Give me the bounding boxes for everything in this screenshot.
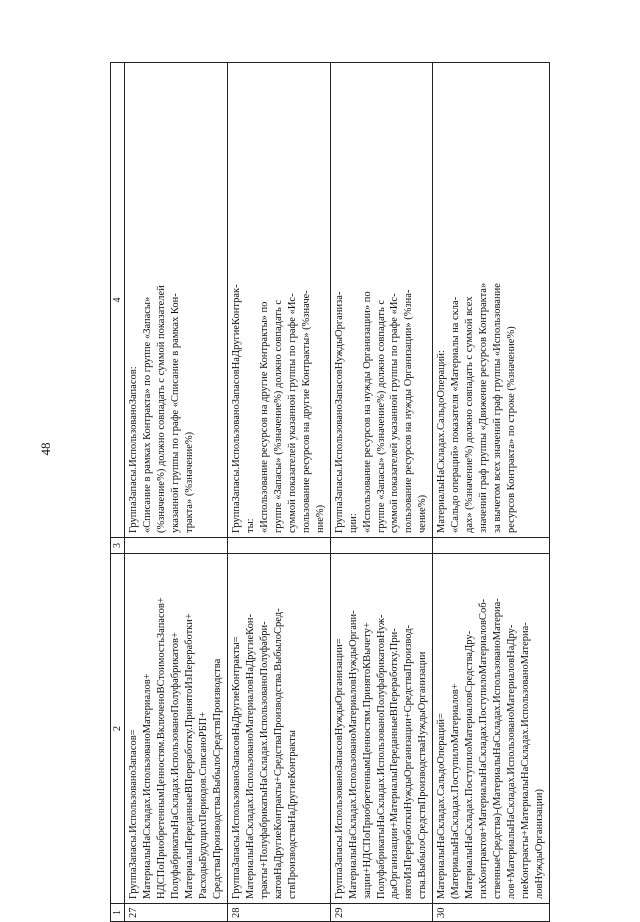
row-number: 30 <box>433 904 550 922</box>
formula-line: ственныеСредства)-(МатериалыНаСкладах.ИспользованоМатериа- <box>492 598 504 899</box>
formula-line: МатериалыНаСкладах.СальдоОпераций= <box>436 713 448 899</box>
formula-cell <box>125 554 228 904</box>
formula-line: (МатериалыНаСкладах.ПоступилоМатериалов+ <box>450 683 462 899</box>
formula-line: ства.ВыбылоСредствПроизводстваНуждыОрганизации <box>417 651 429 899</box>
check-line: ресурсов Контракта» по строке (%значение%) <box>506 326 518 533</box>
check-line: ГруппаЗапасы.ИспользованоЗапасов: <box>128 366 140 533</box>
check-line: «Использование ресурсов на другие Контракты» по <box>258 301 270 533</box>
check-line: суммой показателей указанной группы по графе «Ис- <box>286 293 298 533</box>
formula-line: МатериалыНаСкладах.ПоступилоМатериаловСредстваДру- <box>464 630 476 899</box>
check-line: (%значение%) должно совпадать с суммой показателей <box>156 285 168 533</box>
column-header-3: 3 <box>111 538 125 554</box>
table-row <box>433 63 550 922</box>
formula-line: тракты+ПолуфабрикатыНаСкладах.ИспользованоПолуфабри- <box>258 621 270 899</box>
check-line: ции: <box>347 513 359 533</box>
check-line: группе «Запасы» (%значение%) должно совпадать с <box>375 299 387 533</box>
check-line: «Использование ресурсов на нужды Организации» по <box>361 291 373 533</box>
check-line: тракта» (%значение%) <box>184 431 196 533</box>
check-line: значений граф группы «Движение ресурсов Контракта» <box>478 282 490 533</box>
formula-line: ПолуфабрикатыНаСкладах.ИспользованоПолуфабрикатов+ <box>170 632 182 899</box>
table-row <box>125 63 228 922</box>
table-body <box>125 63 550 922</box>
formula-line: МатериалыНаСкладах.ИспользованоМатериаловНуждыОргани- <box>347 610 359 899</box>
check-line: ГруппаЗапасы.ИспользованоЗапасовНаДругиеКонтрак- <box>230 284 242 533</box>
check-line: чение%) <box>417 494 429 533</box>
formula-line: ловНуждыОрганизации) <box>533 789 545 899</box>
formula-line: дыОрганизации+МатериалыПереданныеВПереработку.При- <box>389 628 401 899</box>
check-line: суммой показателей указанной группы по графе «Ис- <box>389 293 401 533</box>
formula-line: НДСПоПриобретеннымЦенностям.ВключеноВСтоимостьЗапасов+ <box>156 597 168 899</box>
rotated-page-content <box>110 62 545 922</box>
formulas-table <box>110 62 550 922</box>
empty-cell <box>330 538 433 554</box>
formula-line: ГруппаЗапасы.ИспользованоЗапасовНуждыОрганизации= <box>333 638 345 899</box>
formula-line: ГруппаЗапасы.ИспользованоЗапасовНаДругиеКонтракты= <box>230 636 242 899</box>
column-header-4: 4 <box>111 63 125 538</box>
formula-line: МатериалыПереданныеВПереработку.ПринятоИзПереработки+ <box>184 613 196 899</box>
formula-cell <box>330 554 433 904</box>
column-header-1: 1 <box>111 904 125 922</box>
check-text-cell <box>330 63 433 538</box>
check-text-cell <box>125 63 228 538</box>
formula-line: МатериалыНаСкладах.ИспользованоМатериаловНаДругиеКон- <box>244 614 256 899</box>
check-line: МатериалыНаСкладах.СальдоОпераций: <box>436 350 448 533</box>
table-header-row <box>111 63 125 922</box>
formula-line: СредстваПроизводства.ВыбылоСредствПроизводства <box>212 658 224 899</box>
table-row <box>227 63 330 922</box>
row-number: 28 <box>227 904 330 922</box>
formula-line: гихКонтрактов+МатериалыНаСкладах.ПоступилоМатериаловСоб- <box>478 598 490 899</box>
page-number: 48 <box>38 442 53 456</box>
formula-line: ствПроизводстваНаДругиеКонтракты <box>286 730 298 899</box>
formula-line: зации+НДСПоПриобретеннымЦенностям.ПринятоКВычету+ <box>361 622 373 899</box>
check-text-cell <box>227 63 330 538</box>
formula-line: ГруппаЗапасы.ИспользованоЗапасов= <box>128 729 140 899</box>
column-header-2: 2 <box>111 554 125 904</box>
check-line: пользование ресурсов на нужды Организации» (%зна- <box>403 289 415 533</box>
empty-cell <box>433 538 550 554</box>
empty-cell <box>227 538 330 554</box>
formula-line: МатериалыНаСкладах.ИспользованоМатериалов+ <box>142 673 154 899</box>
formula-line: гиеКонтракты+МатериалыНаСкладах.ИспользованоМатериа- <box>520 622 532 899</box>
formula-line: РасходыБудущихПериодов.СписаноРБП+ <box>198 711 210 899</box>
check-line: «Списание в рамках Контракта» по группе «Запасы» <box>142 296 154 533</box>
check-line: ты: <box>244 518 256 533</box>
formula-line: лов+МатериалыНаСкладах.ИспользованоМатериаловНаДру- <box>506 624 518 899</box>
table-row <box>330 63 433 922</box>
formula-cell <box>433 554 550 904</box>
check-line: указанной группы по графе «Списание в рамках Кон- <box>170 293 182 533</box>
formula-line: нятоИзПереработкиНуждыОрганизации+СредстваПроизвод- <box>403 624 415 899</box>
row-number: 29 <box>330 904 433 922</box>
check-line: за вычетом всех значений граф группы «Использование <box>492 283 504 533</box>
formula-line: катовНаДругиеКонтракты+СредстваПроизводства.ВыбылоСред- <box>272 608 284 899</box>
check-line: ние%) <box>314 504 326 533</box>
check-line: «Сальдо операций» показателя «Материалы на скла- <box>450 296 462 533</box>
row-number: 27 <box>125 904 228 922</box>
check-line: дах» (%значение%) должно совпадать с суммой всех <box>464 296 476 533</box>
formula-cell <box>227 554 330 904</box>
formula-line: ПолуфабрикатыНаСкладах.ИспользованоПолуфабрикатовНуж- <box>375 614 387 899</box>
check-text-cell <box>433 63 550 538</box>
check-line: группе «Запасы» (%значение%) должно совпадать с <box>272 299 284 533</box>
empty-cell <box>125 538 228 554</box>
check-line: пользование ресурсов на другие Контракты» (%значе- <box>300 290 312 533</box>
check-line: ГруппаЗапасы.ИспользованоЗапасовНуждыОрганиза- <box>333 291 345 533</box>
